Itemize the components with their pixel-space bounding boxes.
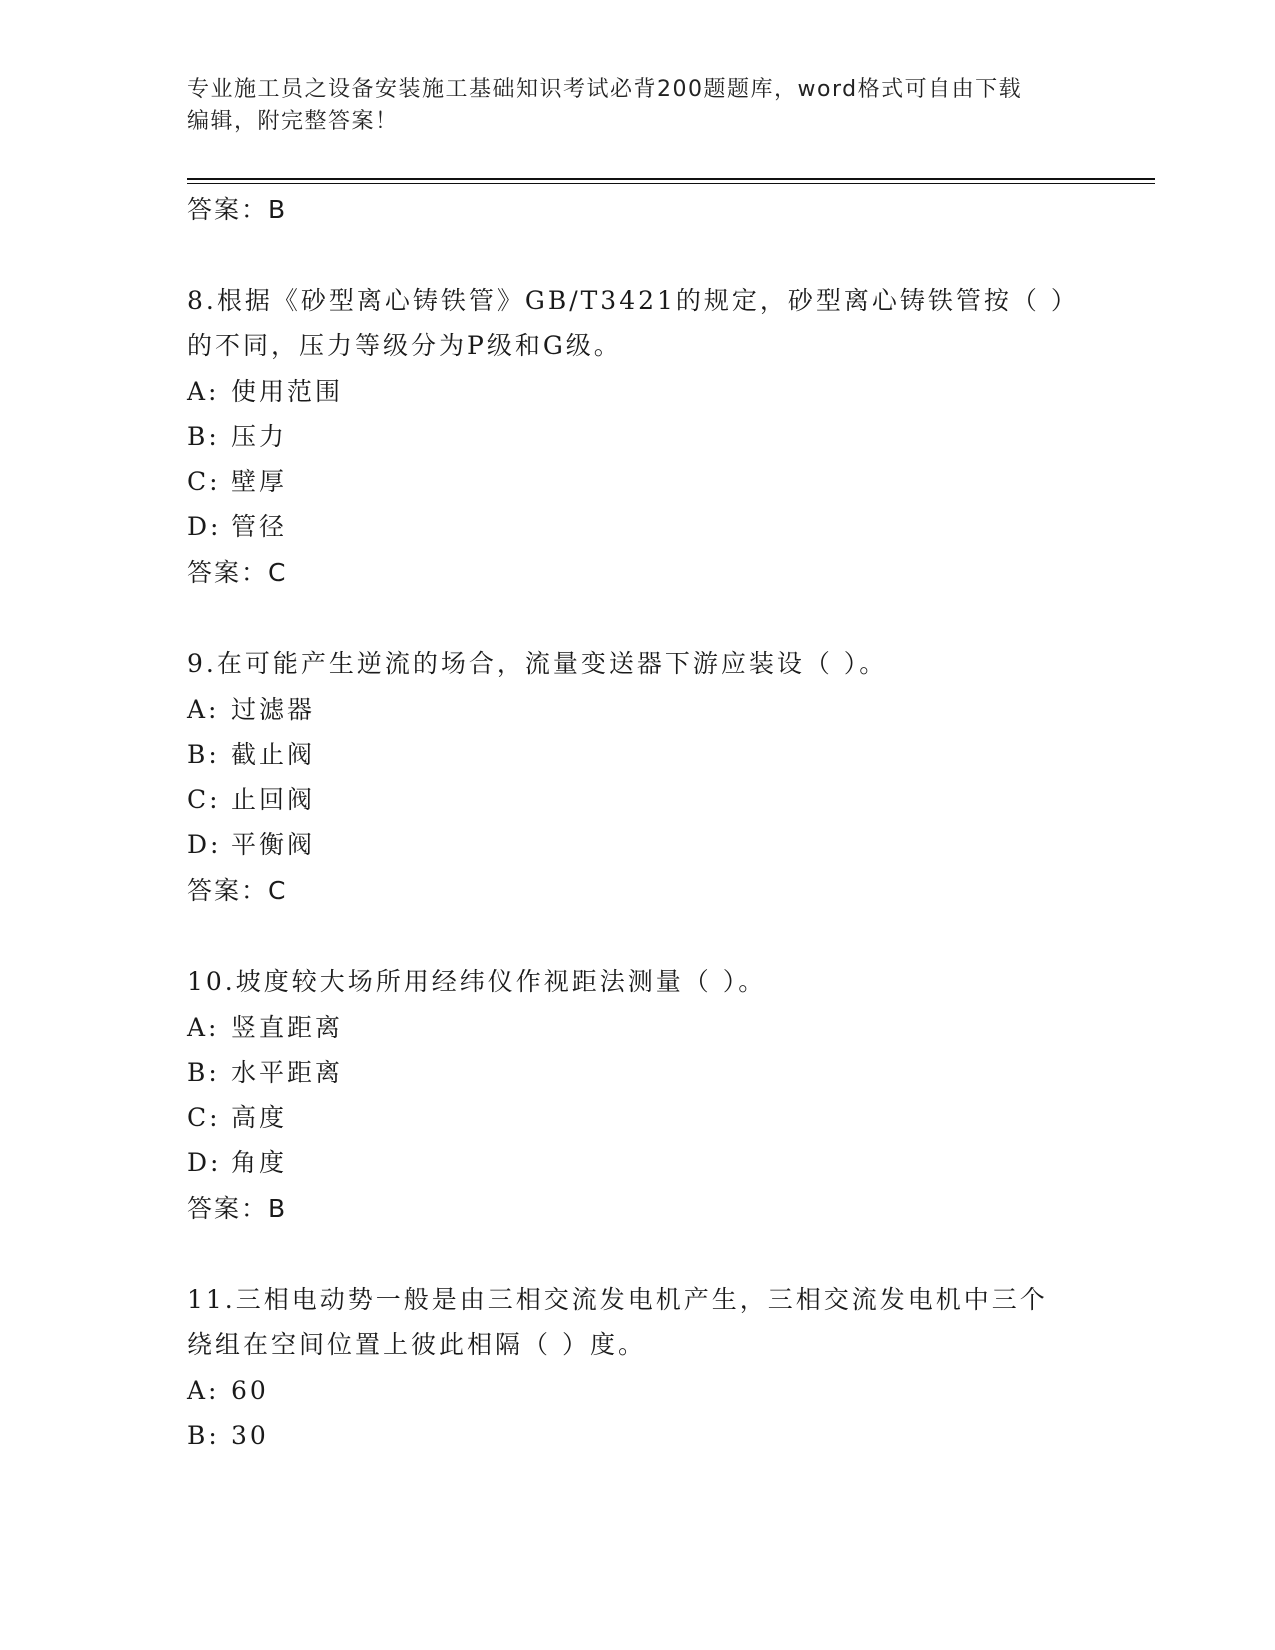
option-row bbox=[187, 1374, 269, 1408]
option-text: 压力 bbox=[231, 422, 288, 451]
option-letter: D: bbox=[187, 512, 222, 541]
header-line-1: 专业施工员之设备安装施工基础知识考试必背200题题库，word格式可自由下载 bbox=[187, 77, 1023, 102]
option-letter: B: bbox=[187, 1058, 220, 1087]
option-letter: A: bbox=[187, 1013, 220, 1042]
question-stem: 11.三相电动势一般是由三相交流发电机产生，三相交流发电机中三个 bbox=[187, 1285, 1048, 1314]
option-letter: C: bbox=[187, 785, 221, 814]
question-stem: 9.在可能产生逆流的场合，流量变送器下游应装设（ ）。 bbox=[187, 649, 888, 678]
option-text: 止回阀 bbox=[231, 785, 316, 814]
option-row bbox=[187, 375, 343, 409]
question-stem: 8.根据《砂型离心铸铁管》GB/T3421的规定，砂型离心铸铁管按（ ） bbox=[187, 286, 1079, 315]
option-row bbox=[187, 1419, 269, 1453]
option-text: 竖直距离 bbox=[231, 1013, 344, 1042]
header-line-2: 编辑，附完整答案！ bbox=[187, 109, 399, 134]
option-letter: A: bbox=[187, 1376, 220, 1405]
option-letter: C: bbox=[187, 1103, 221, 1132]
option-text: 30 bbox=[231, 1421, 269, 1450]
option-row bbox=[187, 1146, 287, 1180]
option-row bbox=[187, 1101, 287, 1135]
option-letter: C: bbox=[187, 467, 221, 496]
document-header bbox=[187, 74, 1067, 138]
option-letter: B: bbox=[187, 1421, 220, 1450]
option-text: 角度 bbox=[231, 1148, 288, 1177]
option-text: 管径 bbox=[231, 512, 288, 541]
answer-line: 答案：B bbox=[187, 195, 288, 224]
header-divider bbox=[187, 178, 1155, 184]
option-text: 过滤器 bbox=[231, 695, 316, 724]
option-row bbox=[187, 693, 315, 727]
option-letter: B: bbox=[187, 740, 220, 769]
option-text: 高度 bbox=[231, 1103, 288, 1132]
option-row bbox=[187, 1056, 343, 1090]
option-row bbox=[187, 465, 287, 499]
option-row bbox=[187, 828, 315, 862]
answer-line: 答案：C bbox=[187, 558, 288, 587]
option-letter: A: bbox=[187, 695, 220, 724]
option-letter: D: bbox=[187, 830, 222, 859]
option-letter: B: bbox=[187, 422, 220, 451]
question-stem: 绕组在空间位置上彼此相隔（ ）度。 bbox=[187, 1330, 646, 1359]
option-letter: A: bbox=[187, 377, 220, 406]
option-text: 壁厚 bbox=[231, 467, 288, 496]
option-row bbox=[187, 1011, 343, 1045]
option-row bbox=[187, 738, 315, 772]
option-letter: D: bbox=[187, 1148, 222, 1177]
option-text: 使用范围 bbox=[231, 377, 344, 406]
option-text: 截止阀 bbox=[231, 740, 316, 769]
option-row bbox=[187, 420, 287, 454]
option-text: 平衡阀 bbox=[231, 830, 316, 859]
answer-line: 答案：C bbox=[187, 876, 288, 905]
answer-line: 答案：B bbox=[187, 1194, 288, 1223]
option-row bbox=[187, 510, 287, 544]
question-stem: 的不同，压力等级分为P级和G级。 bbox=[187, 331, 622, 360]
option-text: 60 bbox=[231, 1376, 269, 1405]
question-stem: 10.坡度较大场所用经纬仪作视距法测量（ ）。 bbox=[187, 967, 767, 996]
option-text: 水平距离 bbox=[231, 1058, 344, 1087]
option-row bbox=[187, 783, 315, 817]
